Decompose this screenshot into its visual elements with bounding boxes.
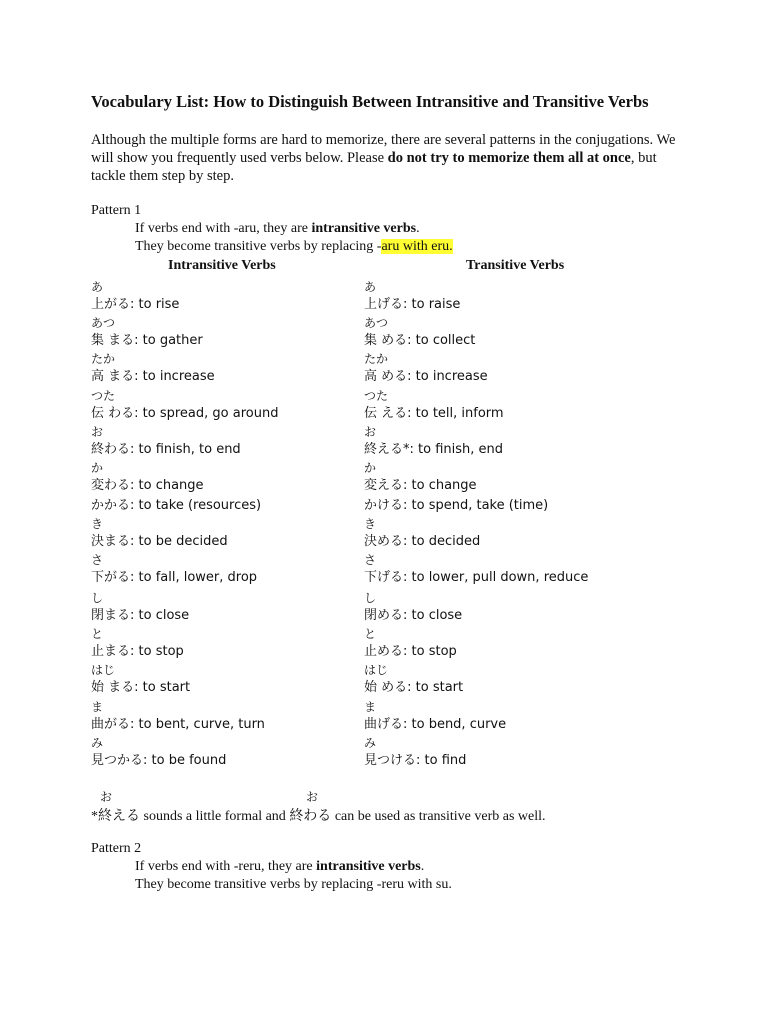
furigana: さ	[364, 553, 377, 567]
intransitive-verb-entry	[91, 625, 184, 661]
footnote-text-1: sounds a little formal and	[140, 809, 290, 824]
rule-text: They become transitive verbs by replacing -	[135, 239, 382, 254]
intransitive-verb-entry	[91, 314, 203, 350]
verb-definition: 集 める: to collect	[364, 333, 476, 348]
intransitive-verb-entry	[91, 698, 265, 734]
verb-definition: 閉める: to close	[364, 608, 463, 623]
intransitive-verb-entry	[91, 387, 278, 423]
verb-definition: 終わる: to finish, to end	[91, 442, 241, 457]
pattern-1-rule-1	[135, 221, 420, 237]
footnote-word-1: 終える	[98, 808, 140, 824]
furigana: たか	[364, 352, 389, 366]
intransitive-verb-entry	[91, 423, 241, 459]
transitive-verb-entry	[364, 698, 506, 734]
transitive-verb-entry	[364, 497, 548, 515]
transitive-header: Transitive Verbs	[466, 258, 565, 273]
transitive-verb-entry	[364, 423, 503, 459]
note-furigana-1: お	[100, 790, 113, 804]
intransitive-verb-entry	[91, 459, 204, 495]
furigana: つた	[364, 389, 389, 403]
furigana: つた	[91, 389, 116, 403]
verb-definition: 始 まる: to start	[91, 680, 191, 695]
verb-definition: 変える: to change	[364, 478, 477, 493]
transitive-verb-entry	[364, 589, 462, 625]
transitive-verb-entry	[364, 387, 504, 423]
verb-definition: 終える*: to finish, end	[364, 442, 504, 457]
verb-definition: 始 める: to start	[364, 680, 464, 695]
transitive-verb-entry	[364, 625, 457, 661]
rule-end: .	[420, 859, 425, 874]
intro-text-1: Although the multiple forms are hard to memorize, there are several patterns in the conjugations. We will show you frequently used verbs below. Please	[91, 132, 676, 166]
verb-definition: 決める: to decided	[364, 534, 481, 549]
verb-definition: 集 まる: to gather	[91, 333, 203, 348]
intransitive-verb-entry	[91, 278, 179, 314]
verb-definition: 見つかる: to be found	[91, 753, 227, 768]
verb-definition: 曲げる: to bend, curve	[364, 717, 507, 732]
intransitive-header: Intransitive Verbs	[168, 258, 276, 273]
furigana: ま	[91, 700, 104, 714]
transitive-verb-entry	[364, 314, 475, 350]
verb-definition: 下げる: to lower, pull down, reduce	[364, 570, 589, 585]
furigana: あ	[364, 280, 377, 294]
furigana: か	[364, 461, 377, 475]
furigana: と	[364, 627, 377, 641]
rule-bold: intransitive verbs	[311, 221, 417, 236]
intransitive-verb-entry	[91, 497, 261, 515]
verb-definition: 決まる: to be decided	[91, 534, 228, 549]
furigana: お	[364, 425, 377, 439]
rule-text: If verbs end with -aru, they are	[135, 221, 312, 236]
transitive-verb-entry	[364, 459, 477, 495]
pattern-2-rule-1	[135, 859, 424, 875]
furigana: し	[364, 591, 377, 605]
footnote	[91, 805, 546, 825]
intransitive-verb-entry	[91, 734, 226, 770]
transitive-verb-entry	[364, 278, 460, 314]
rule-end: .	[416, 221, 420, 236]
intransitive-verb-entry	[91, 350, 215, 386]
verb-definition: 伝 える: to tell, inform	[364, 406, 504, 421]
intransitive-verb-entry	[91, 589, 189, 625]
verb-definition: 上げる: to raise	[364, 297, 461, 312]
note-furigana-2: お	[306, 790, 319, 804]
transitive-verb-entry	[364, 661, 463, 697]
furigana: はじ	[364, 663, 389, 677]
furigana: と	[91, 627, 104, 641]
footnote-star: *	[91, 809, 98, 824]
verb-definition: 上がる: to rise	[91, 297, 180, 312]
furigana: か	[91, 461, 104, 475]
verb-definition: 変わる: to change	[91, 478, 204, 493]
pattern-2-rule-2: They become transitive verbs by replacing -reru with su.	[135, 877, 452, 892]
page-title: Vocabulary List: How to Distinguish Between Intransitive and Transitive Verbs	[91, 92, 649, 111]
furigana: し	[91, 591, 104, 605]
rule-bold: intransitive verbs	[316, 859, 421, 874]
verb-definition: 高 まる: to increase	[91, 369, 215, 384]
furigana: あつ	[364, 316, 389, 330]
transitive-verb-entry	[364, 734, 466, 770]
verb-definition: 下がる: to fall, lower, drop	[91, 570, 258, 585]
furigana: たか	[91, 352, 116, 366]
verb-definition: 止める: to stop	[364, 644, 457, 659]
transitive-verb-entry	[364, 350, 488, 386]
verb-definition: 高 める: to increase	[364, 369, 488, 384]
furigana: あつ	[91, 316, 116, 330]
furigana: き	[91, 517, 104, 531]
verb-definition: 閉まる: to close	[91, 608, 190, 623]
verb-definition: 止まる: to stop	[91, 644, 184, 659]
intro-paragraph	[91, 131, 691, 185]
furigana: み	[91, 736, 104, 750]
footnote-word-2: 終わる	[289, 808, 332, 824]
furigana: さ	[91, 553, 104, 567]
footnote-text-2: can be used as transitive verb as well.	[331, 809, 546, 824]
furigana: あ	[91, 280, 104, 294]
furigana: き	[364, 517, 377, 531]
pattern-1-label: Pattern 1	[91, 203, 142, 218]
pattern-2-label: Pattern 2	[91, 841, 142, 856]
pattern-1-rule-2	[135, 239, 453, 255]
furigana: お	[91, 425, 104, 439]
highlighted-text: aru with eru.	[381, 239, 453, 254]
verb-definition: 曲がる: to bent, curve, turn	[91, 717, 265, 732]
furigana: み	[364, 736, 377, 750]
furigana: はじ	[91, 663, 116, 677]
intro-text-2: , but tackle them step by step.	[91, 150, 657, 184]
intransitive-verb-entry	[91, 661, 190, 697]
intransitive-verb-entry	[91, 515, 228, 551]
transitive-verb-entry	[364, 551, 588, 587]
verb-definition: 見つける: to find	[364, 753, 467, 768]
verb-definition: かかる: to take (resources)	[91, 498, 262, 513]
rule-text: If verbs end with -reru, they are	[135, 859, 317, 874]
intro-bold: do not try to memorize them all at once	[387, 150, 631, 166]
intransitive-verb-entry	[91, 551, 257, 587]
verb-definition: かける: to spend, take (time)	[364, 498, 549, 513]
transitive-verb-entry	[364, 515, 480, 551]
furigana: ま	[364, 700, 377, 714]
verb-definition: 伝 わる: to spread, go around	[91, 406, 279, 421]
